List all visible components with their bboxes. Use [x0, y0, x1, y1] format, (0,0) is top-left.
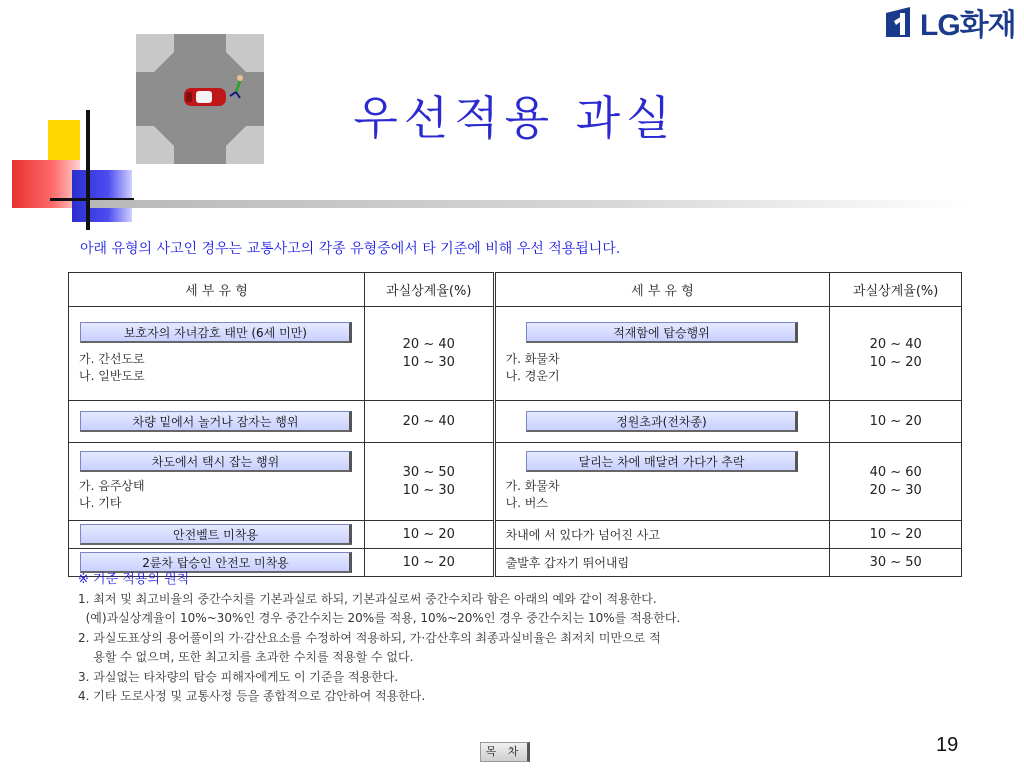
row3-right-rate-b: 20 ~ 30 [869, 482, 922, 498]
row1-right-label: 적재함에 탑승행위 [526, 322, 798, 343]
table-row [69, 307, 962, 401]
row4-right-rate: 10 ~ 20 [830, 521, 962, 549]
row3-right-label: 달리는 차에 매달려 가다가 추락 [526, 451, 798, 472]
row1-left-rate-a: 20 ~ 40 [402, 336, 455, 352]
row3-left-rate-a: 30 ~ 50 [402, 464, 455, 480]
row3-left-label: 차도에서 택시 잡는 행위 [80, 451, 352, 472]
row5-left-label: 2륜차 탑승인 안전모 미착용 [80, 552, 352, 573]
row1-left-rates [364, 307, 494, 401]
row4-left-type [69, 521, 365, 549]
row1-left-sub-b: 나. 일반도로 [79, 369, 145, 383]
notes-line: 4. 기타 도로사정 및 교통사정 등을 종합적으로 감안하여 적용한다. [78, 689, 426, 703]
logo-text: LG화재 [920, 9, 1016, 42]
row2-left-rate: 20 ~ 40 [364, 401, 494, 443]
row3-right-type [494, 443, 830, 521]
row1-left-rate-b: 10 ~ 30 [402, 354, 455, 370]
row4-right-type: 차내에 서 있다가 넘어진 사고 [494, 521, 830, 549]
row1-left-type [69, 307, 365, 401]
row3-left-rate-b: 10 ~ 30 [402, 482, 455, 498]
row1-right-sub-a: 가. 화물차 [505, 352, 560, 366]
row3-left-rates [364, 443, 494, 521]
notes-line: (예)과실상계율이 10%~30%인 경우 중간수치는 20%를 적용, 10%~20%인 경우 중간수치는 10%를 적용한다. [78, 611, 681, 625]
row3-right-rates [830, 443, 962, 521]
row2-right-rate: 10 ~ 20 [830, 401, 962, 443]
row1-right-type [494, 307, 830, 401]
row3-left-type [69, 443, 365, 521]
header-type-right: 세 부 유 형 [494, 273, 830, 307]
table-row [69, 443, 962, 521]
row1-right-rates [830, 307, 962, 401]
row1-left-sub-a: 가. 간선도로 [79, 352, 145, 366]
decor-blue-square [72, 170, 132, 222]
row5-left-rate: 10 ~ 20 [364, 549, 494, 577]
row2-right-type [494, 401, 830, 443]
row3-left-sub-b: 나. 기타 [79, 496, 122, 510]
row3-right-sub-b: 나. 버스 [505, 496, 548, 510]
notes-line: 2. 과실도표상의 용어풀이의 가·감산요소를 수정하여 적용하되, 가·감산후의 최종과실비율은 최저치 미만으로 적 [78, 630, 661, 645]
row5-right-rate: 30 ~ 50 [830, 549, 962, 577]
row1-right-rate-b: 10 ~ 20 [869, 354, 922, 370]
row2-left-type [69, 401, 365, 443]
row4-left-rate: 10 ~ 20 [364, 521, 494, 549]
row1-left-label: 보호자의 자녀감호 태만 (6세 미만) [80, 322, 352, 343]
page-title: 우선적용 과실 [353, 91, 677, 145]
notes-line: 1. 최저 및 최고비율의 중간수치를 기본과실로 하되, 기본과실로써 중간수치라 함은 아래의 예와 같이 적용한다. [78, 591, 657, 606]
notes-line: 3. 과실없는 타차량의 탑승 피해자에게도 이 기준을 적용한다. [78, 669, 399, 684]
company-logo [882, 4, 1022, 40]
fault-ratio-table [68, 272, 962, 577]
intro-text: 아래 유형의 사고인 경우는 교통사고의 각종 유형중에서 타 기준에 비해 우선 적용됩니다. [80, 241, 621, 257]
decor-vertical-line [86, 110, 90, 230]
lg-logo-icon [882, 5, 916, 39]
table-of-contents-button[interactable]: 목 차 [480, 742, 530, 762]
row5-right-type: 출발후 갑자기 뛰어내림 [494, 549, 830, 577]
header-type-left: 세 부 유 형 [69, 273, 365, 307]
notes-line: 용할 수 없으며, 또한 최고치를 초과한 수치를 적용할 수 없다. [78, 650, 414, 664]
row1-right-rate-a: 20 ~ 40 [869, 336, 922, 352]
header-rate-right: 과실상계율(%) [830, 273, 962, 307]
header-rate-left: 과실상계율(%) [364, 273, 494, 307]
row3-right-rate-a: 40 ~ 60 [869, 464, 922, 480]
row3-right-sub-a: 가. 화물차 [505, 479, 560, 493]
car-icon [184, 88, 226, 106]
row4-left-label: 안전벨트 미착용 [80, 524, 352, 545]
row2-right-label: 정원초과(전차종) [526, 411, 798, 432]
table-row [69, 401, 962, 443]
principles-notes [78, 570, 958, 707]
row1-right-sub-b: 나. 경운기 [505, 369, 560, 383]
intersection-illustration [136, 34, 264, 164]
page-number: 19 [936, 734, 959, 756]
table-row [69, 521, 962, 549]
table-header-row [69, 273, 962, 307]
notes-heading: ※ 기준 적용의 원칙 [78, 572, 190, 587]
title-divider [90, 200, 970, 208]
row3-left-sub-a: 가. 음주상태 [79, 479, 145, 493]
row2-left-label: 차량 밑에서 놀거나 잠자는 행위 [80, 411, 352, 432]
